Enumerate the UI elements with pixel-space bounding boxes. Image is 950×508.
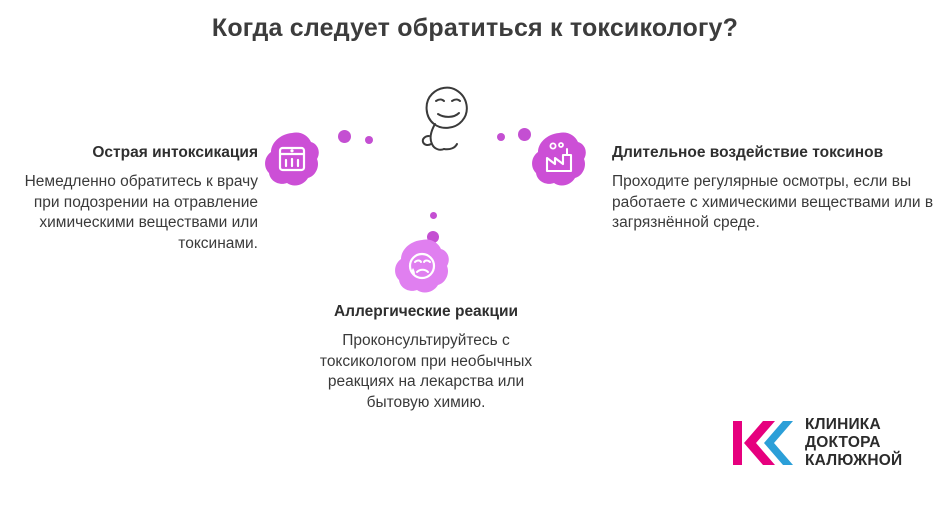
item-title: Аллергические реакции [333, 303, 519, 320]
chemical-factory-icon [531, 131, 587, 187]
poison-hazard-icon [264, 131, 320, 187]
item-title: Длительное воздействие токсинов [612, 144, 884, 161]
info-item-acute-intoxication [0, 144, 264, 254]
info-item-allergic-reactions [296, 303, 556, 413]
item-body: Проходите регулярные осмотры, если вы работаете с химическими веществами или в загрязнённой среде. [612, 173, 934, 232]
decor-dot [430, 212, 437, 219]
page-title: Когда следует обратиться к токсикологу? [211, 14, 739, 42]
logo-line-2: ДОКТОРА [805, 433, 881, 451]
logo-line-1: КЛИНИКА [805, 415, 881, 433]
thinking-face-icon [398, 78, 478, 174]
logo-line-3: КАЛЮЖНОЙ [805, 452, 903, 470]
item-body: Проконсультируйтесь с токсикологом при необычных реакциях на лекарства или бытовую химию. [319, 332, 533, 411]
allergy-face-icon [394, 238, 450, 294]
decor-dot [518, 128, 531, 141]
decor-dot [338, 130, 351, 143]
clinic-logo [733, 410, 933, 476]
item-title: Острая интоксикация [92, 144, 258, 161]
info-item-long-term-exposure [612, 144, 950, 234]
logo-text [805, 416, 902, 471]
decor-dot [365, 136, 373, 144]
decor-dot [497, 133, 505, 141]
item-body: Немедленно обратитесь к врачу при подозрении на отравление химическими веществами или токсинами. [24, 173, 258, 252]
kk-monogram-icon [733, 417, 793, 469]
